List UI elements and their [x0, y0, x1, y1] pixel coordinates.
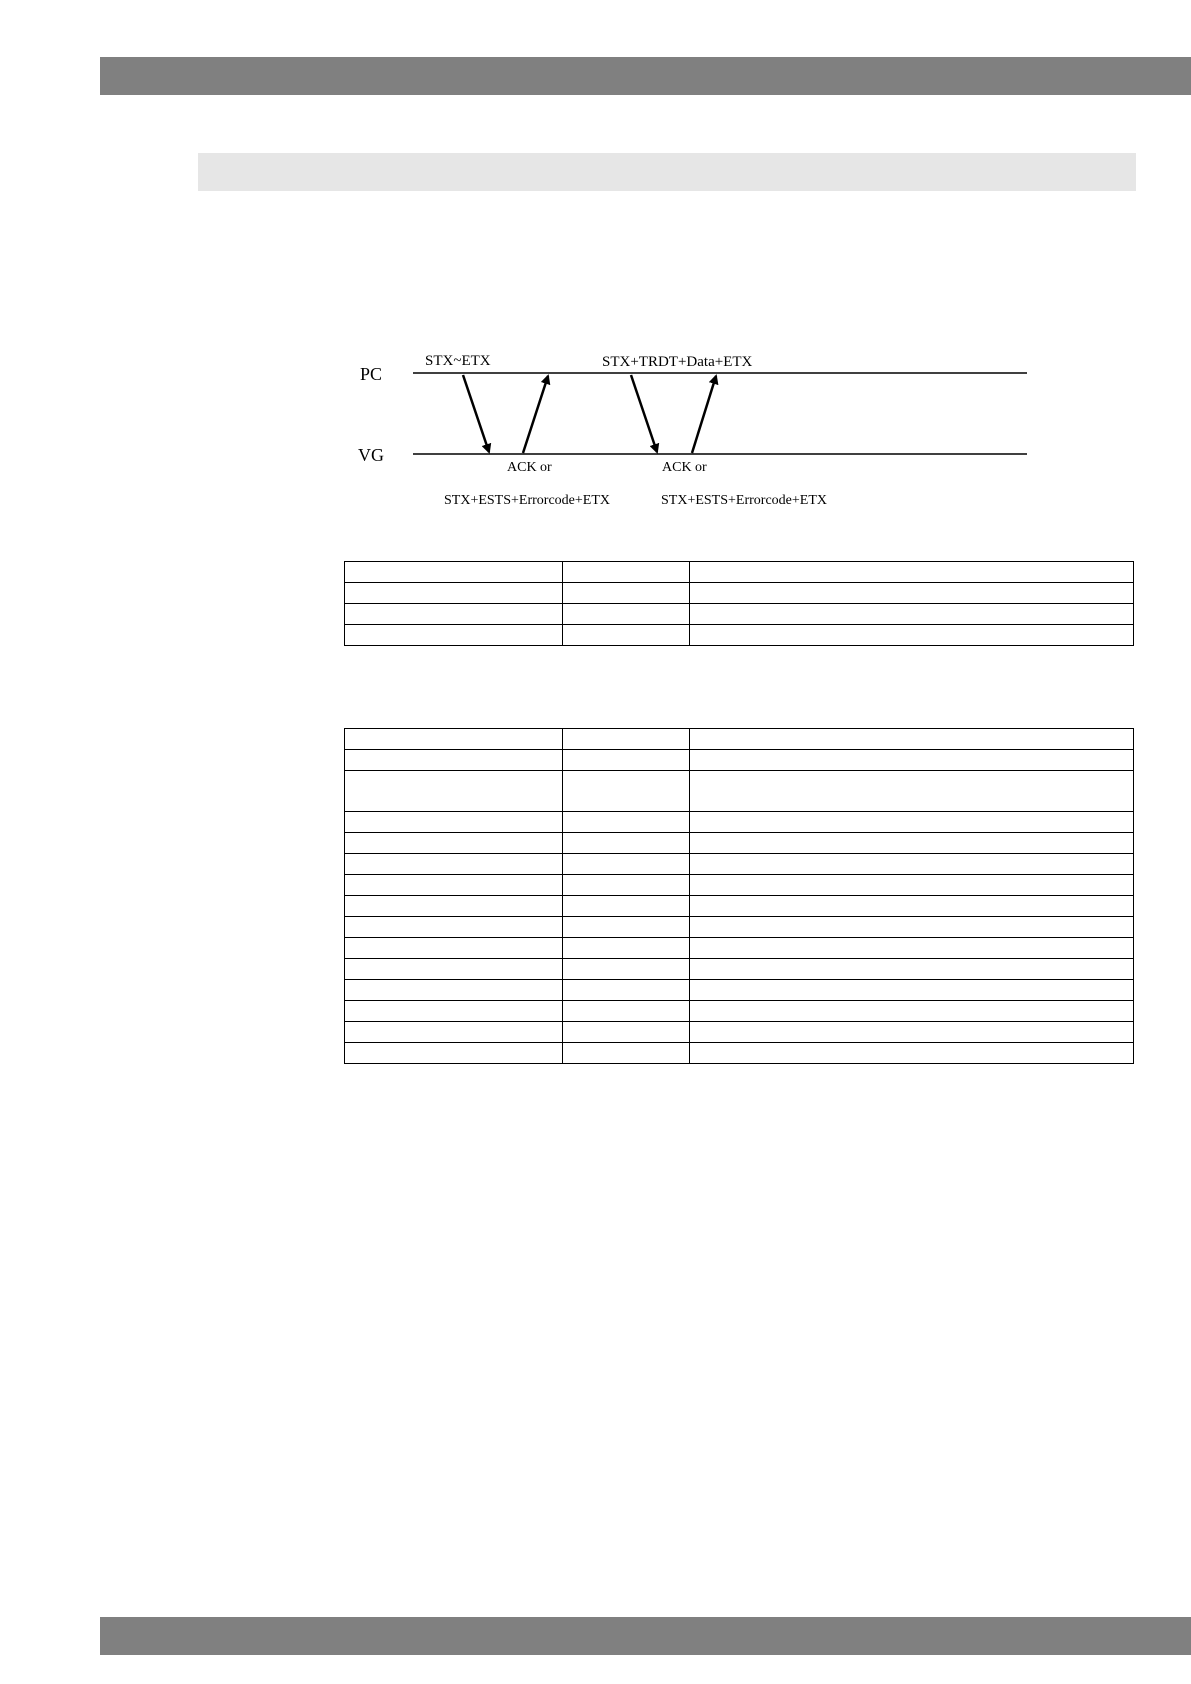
table-cell	[563, 625, 690, 646]
table-cell	[345, 1043, 563, 1064]
table-cell	[345, 938, 563, 959]
table-cell	[345, 771, 563, 812]
table-row	[345, 604, 1134, 625]
table-cell	[690, 562, 1134, 583]
transfer-message-label: STX+TRDT+Data+ETX	[602, 354, 753, 370]
table-row	[345, 812, 1134, 833]
table-row	[345, 729, 1134, 750]
table-cell	[345, 583, 563, 604]
table-cell	[563, 729, 690, 750]
arrow-vg-to-pc-2	[692, 376, 716, 453]
table-cell	[345, 812, 563, 833]
table-cell	[345, 625, 563, 646]
table-row	[345, 1022, 1134, 1043]
ack-label-1: ACK or	[507, 460, 552, 475]
table-cell	[345, 750, 563, 771]
table-cell	[563, 980, 690, 1001]
table-cell	[690, 812, 1134, 833]
table-row	[345, 583, 1134, 604]
table-cell	[563, 833, 690, 854]
table-cell	[563, 1022, 690, 1043]
table-cell	[345, 875, 563, 896]
table-cell	[690, 729, 1134, 750]
table-cell	[690, 938, 1134, 959]
section-heading-band	[198, 153, 1136, 191]
table-cell	[563, 1001, 690, 1022]
table-row	[345, 875, 1134, 896]
table-row	[345, 833, 1134, 854]
table-cell	[563, 604, 690, 625]
communication-sequence-diagram	[340, 340, 1040, 520]
table-cell	[563, 938, 690, 959]
table-cell	[690, 583, 1134, 604]
table-cell	[345, 729, 563, 750]
table-cell	[690, 917, 1134, 938]
table-cell	[345, 604, 563, 625]
table-cell	[690, 771, 1134, 812]
table-row	[345, 1001, 1134, 1022]
table-row	[345, 917, 1134, 938]
footer-bar	[100, 1617, 1191, 1655]
error-response-label-1: STX+ESTS+Errorcode+ETX	[444, 493, 610, 508]
table-cell	[563, 854, 690, 875]
table-row	[345, 959, 1134, 980]
arrow-vg-to-pc-1	[523, 376, 548, 453]
table-cell	[563, 583, 690, 604]
arrow-pc-to-vg-2	[631, 375, 657, 452]
table-row	[345, 980, 1134, 1001]
table-cell	[345, 959, 563, 980]
table-cell	[690, 896, 1134, 917]
table-row	[345, 938, 1134, 959]
data-table-1	[344, 561, 1134, 646]
table-row	[345, 771, 1134, 812]
table-cell	[563, 917, 690, 938]
table-cell	[690, 875, 1134, 896]
table-cell	[345, 896, 563, 917]
table-row	[345, 854, 1134, 875]
table-cell	[690, 625, 1134, 646]
table-cell	[690, 833, 1134, 854]
arrow-pc-to-vg-1	[463, 375, 489, 452]
table-row	[345, 896, 1134, 917]
pc-label: PC	[360, 364, 383, 384]
table-cell	[345, 854, 563, 875]
table-cell	[563, 875, 690, 896]
table-cell	[690, 1043, 1134, 1064]
table-cell	[690, 1001, 1134, 1022]
table-cell	[690, 854, 1134, 875]
table-row	[345, 562, 1134, 583]
table-cell	[345, 1022, 563, 1043]
table-cell	[345, 562, 563, 583]
table-cell	[563, 812, 690, 833]
command-message-label: STX~ETX	[425, 353, 491, 369]
data-table-2	[344, 728, 1134, 1064]
table-cell	[563, 896, 690, 917]
vg-label: VG	[358, 445, 384, 465]
table-cell	[345, 1001, 563, 1022]
table-cell	[690, 1022, 1134, 1043]
header-bar	[100, 57, 1191, 95]
table-cell	[345, 833, 563, 854]
error-response-label-2: STX+ESTS+Errorcode+ETX	[661, 493, 827, 508]
table-cell	[563, 750, 690, 771]
ack-label-2: ACK or	[662, 460, 707, 475]
table-row	[345, 1043, 1134, 1064]
table-cell	[345, 917, 563, 938]
table-cell	[563, 771, 690, 812]
table-cell	[690, 604, 1134, 625]
table-cell	[563, 1043, 690, 1064]
table-row	[345, 625, 1134, 646]
table-cell	[563, 562, 690, 583]
table-cell	[345, 980, 563, 1001]
table-cell	[563, 959, 690, 980]
table-cell	[690, 980, 1134, 1001]
table-cell	[690, 959, 1134, 980]
table-cell	[690, 750, 1134, 771]
table-row	[345, 750, 1134, 771]
